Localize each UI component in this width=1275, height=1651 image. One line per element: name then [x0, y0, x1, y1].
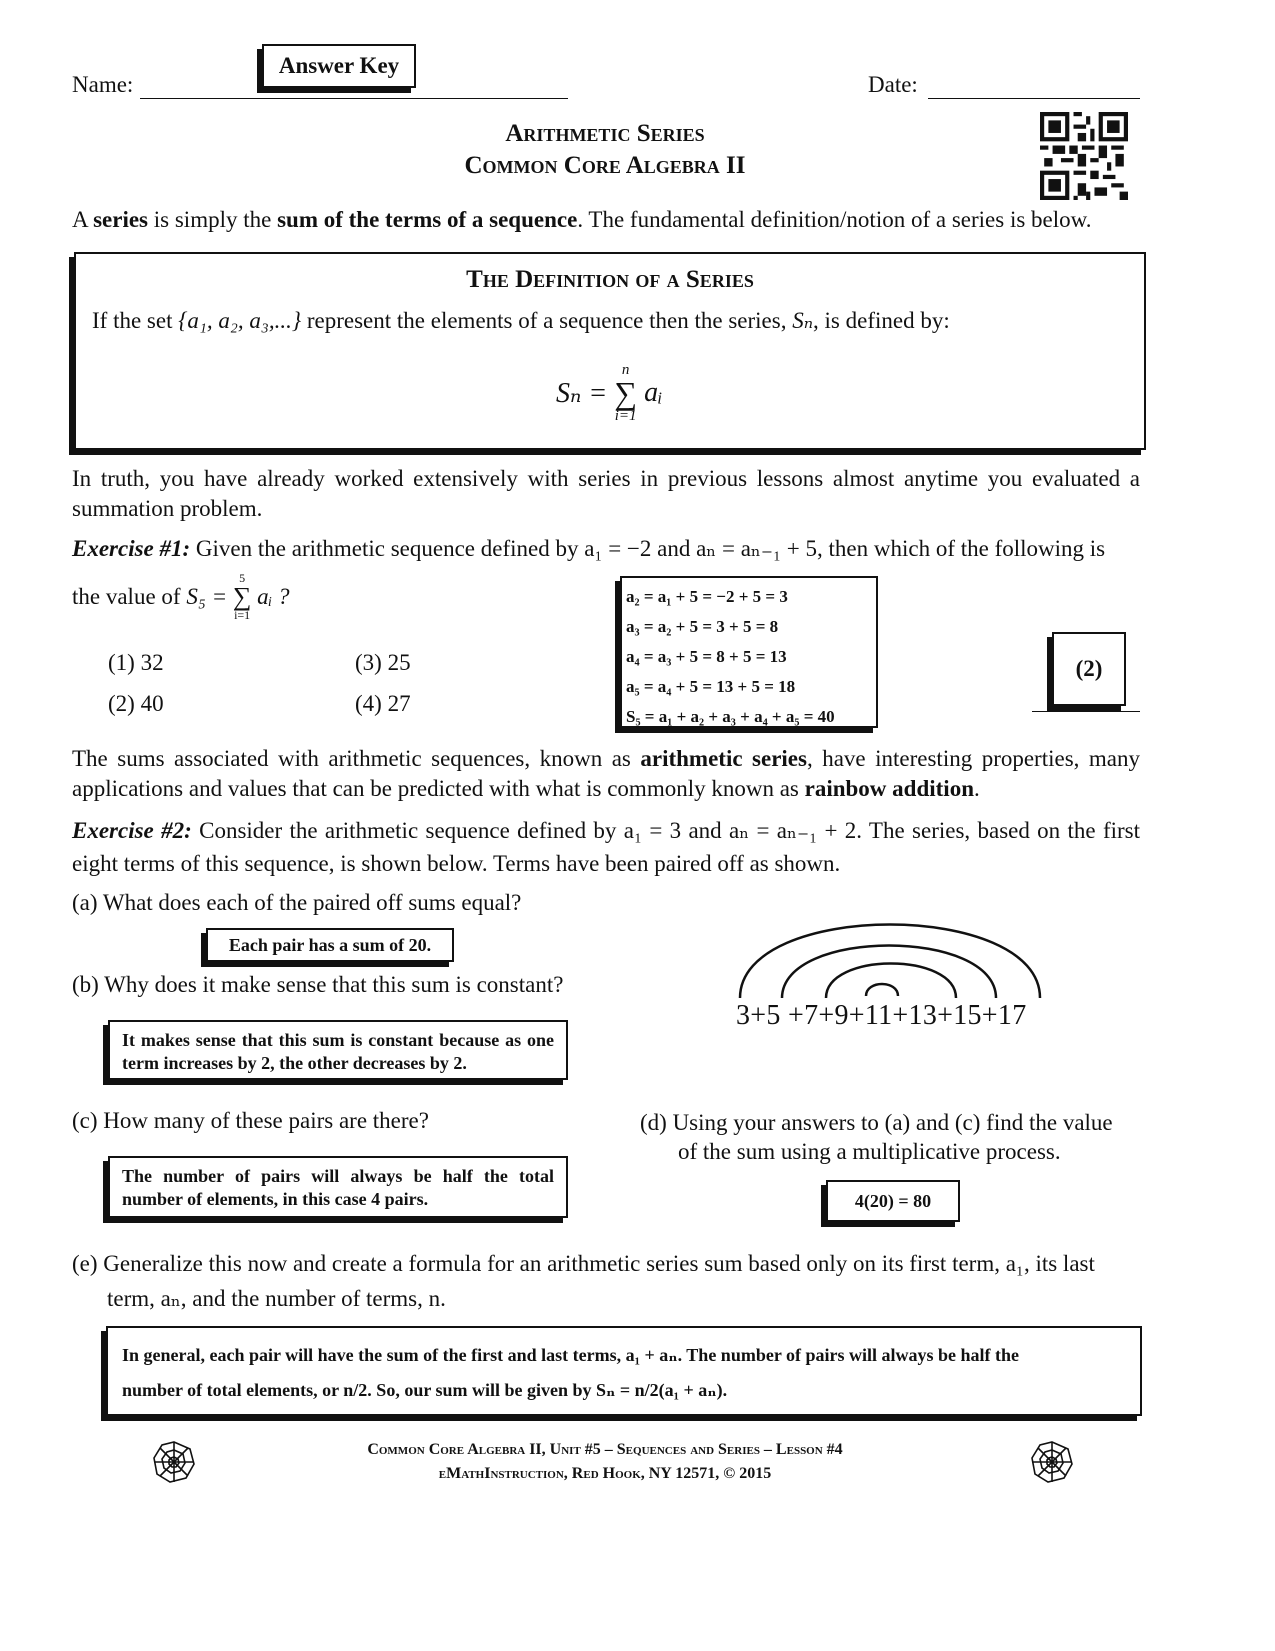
def-sn: Sₙ [792, 308, 814, 333]
para2-post: . [973, 776, 980, 801]
rainbow-diagram [720, 880, 1080, 1000]
sigma-top: n [621, 362, 630, 378]
definition-formula [556, 362, 663, 424]
intro-term-sum: sum of the terms of a sequence [277, 207, 578, 232]
def-formula-rhs: aᵢ [644, 377, 663, 408]
rainbow-arc-2 [782, 946, 996, 999]
name-label: Name: [72, 72, 134, 97]
answer-c-box [108, 1156, 568, 1218]
answer-e-line1: In general, each pair will have the sum of the first and last terms, a₁ + aₙ. The number of pairs will always be half the [122, 1345, 1019, 1365]
ex1-line2-pre: the value of [72, 584, 187, 609]
sigma-block [614, 362, 637, 424]
answer-e-line2: number of total elements, or n/2. So, our sum will be given by Sₙ = n/2(a₁ + aₙ). [122, 1380, 728, 1400]
para2-mid: , have interesting properties, many applications and values that can be predicted with what is commonly known as [72, 746, 1140, 801]
choice-3[interactable]: (3) 25 [355, 650, 411, 675]
title-line2: Common Core Algebra II [464, 152, 746, 179]
exercise-2-prompt [72, 814, 1140, 880]
sigma-icon: ∑ [614, 375, 638, 411]
exercise-1-text: Given the arithmetic sequence defined by a₁ = −2 and aₙ = aₙ₋₁ + 5, then which of the following is [190, 536, 1106, 561]
intro-text-a: A [72, 207, 94, 232]
intro-text-mid: is simply the [148, 207, 278, 232]
work-line-3: a₄ = a₃ + 5 = 8 + 5 = 13 [626, 647, 787, 666]
exercise-1-answer-line [1032, 711, 1140, 712]
ex1-sigma-top: 5 [239, 571, 246, 585]
intro-text-rest: . The fundamental definition/notion of a series is below. [577, 207, 1092, 232]
definition-title: The Definition of a Series [466, 266, 754, 293]
work-line-4: a₅ = a₄ + 5 = 13 + 5 = 18 [626, 677, 796, 696]
exercise-1-answer: (2) [1075, 656, 1103, 681]
sigma-bottom: i=1 [614, 408, 637, 424]
answer-a-box [206, 928, 454, 962]
ex1-s5: S₅ = [186, 584, 233, 609]
exercise-2-label: Exercise #2: [72, 818, 192, 843]
work-line-1: a₂ = a₁ + 5 = −2 + 5 = 3 [626, 587, 788, 606]
exercise-1-answer-box [1052, 632, 1126, 706]
ex1-s5-rhs: aᵢ ? [257, 584, 290, 609]
date-label: Date: [868, 72, 918, 97]
page-title [0, 118, 1210, 182]
def-set: {a₁, a₂, a₃,...} [178, 308, 302, 333]
choice-4[interactable]: (4) 27 [355, 691, 411, 716]
work-line-5: S₅ = a₁ + a₂ + a₃ + a₄ + a₅ = 40 [626, 707, 835, 726]
exercise-1-prompt [72, 534, 1142, 564]
footer-line2: eMathInstruction, Red Hook, NY 12571, © 2015 [438, 1465, 772, 1482]
def-text-mid: represent the elements of a sequence then the series, [301, 308, 793, 333]
footer-line1: Common Core Algebra II, Unit #5 – Sequences and Series – Lesson #4 [367, 1441, 843, 1458]
question-e [72, 1246, 1142, 1316]
exercise-1-label: Exercise #1: [72, 536, 191, 561]
question-d-line2: of the sum using a multiplicative process. [678, 1139, 1061, 1164]
answer-key-label: Answer Key [278, 53, 400, 78]
name-line[interactable] [140, 98, 568, 99]
name-field[interactable] [72, 72, 133, 98]
para2-term2: rainbow addition [804, 776, 974, 801]
question-e-line2: term, aₙ, and the number of terms, n. [107, 1286, 446, 1311]
exercise-1-line2 [72, 572, 290, 622]
work-line-2: a₃ = a₂ + 5 = 3 + 5 = 8 [626, 617, 779, 636]
intro-paragraph [72, 205, 1142, 235]
ex1-sigma-icon: ∑ [232, 582, 252, 611]
question-c: (c) How many of these pairs are there? [72, 1108, 429, 1133]
question-b: (b) Why does it make sense that this sum is constant? [72, 972, 564, 997]
answer-b: It makes sense that this sum is constant because as one term increases by 2, the other decreases by 2. [122, 1030, 554, 1073]
question-d [640, 1108, 1113, 1166]
exercise-1-work-box [620, 576, 878, 728]
rainbow-arc-3 [826, 964, 956, 999]
ex1-sigma-bottom: i=1 [234, 608, 251, 622]
question-a: (a) What does each of the paired off sums equal? [72, 890, 522, 915]
definition-text [92, 308, 1144, 334]
answer-key-box [262, 44, 416, 88]
paragraph-2 [72, 744, 1140, 804]
rainbow-arc-inner [866, 984, 898, 996]
exercise-2-text: Consider the arithmetic sequence defined by a₁ = 3 and aₙ = aₙ₋₁ + 2. The series, based on the first eight terms of this sequence, is shown below. Terms have been paired off as shown. [72, 818, 1141, 876]
date-field[interactable] [868, 72, 918, 98]
date-line[interactable] [928, 98, 1140, 99]
answer-c: The number of pairs will always be half the total number of elements, in this case 4 pairs. [122, 1166, 554, 1209]
answer-d-box [826, 1180, 960, 1222]
answer-e-box [106, 1326, 1142, 1416]
def-text-pre: If the set [92, 308, 179, 333]
answer-b-box [108, 1020, 568, 1080]
choice-2[interactable]: (2) 40 [108, 691, 164, 716]
intro-term-series: series [93, 207, 149, 232]
question-d-line1: (d) Using your answers to (a) and (c) find the value [640, 1110, 1113, 1135]
def-formula-lhs: Sₙ = [556, 378, 615, 409]
para2-pre: The sums associated with arithmetic sequences, known as [72, 746, 641, 771]
qr-code-icon [1040, 112, 1128, 200]
ex1-sigma-block [233, 572, 252, 622]
para2-term1: arithmetic series [640, 746, 807, 771]
definition-box [74, 252, 1146, 450]
rainbow-expression: 3+5 +7+9+11+13+15+17 [736, 1000, 1027, 1031]
choice-1[interactable]: (1) 32 [108, 650, 164, 675]
paragraph-1: In truth, you have already worked extensively with series in previous lessons almost anytime you evaluated a summation problem. [72, 466, 1140, 521]
title-line1: Arithmetic Series [505, 120, 705, 147]
footer [0, 1438, 1210, 1486]
def-text-post: , is defined by: [813, 308, 950, 333]
answer-a: Each pair has a sum of 20. [228, 935, 432, 955]
question-e-line1: (e) Generalize this now and create a formula for an arithmetic series sum based only on its first term, a₁, its last [72, 1251, 1095, 1276]
answer-d: 4(20) = 80 [854, 1191, 932, 1211]
